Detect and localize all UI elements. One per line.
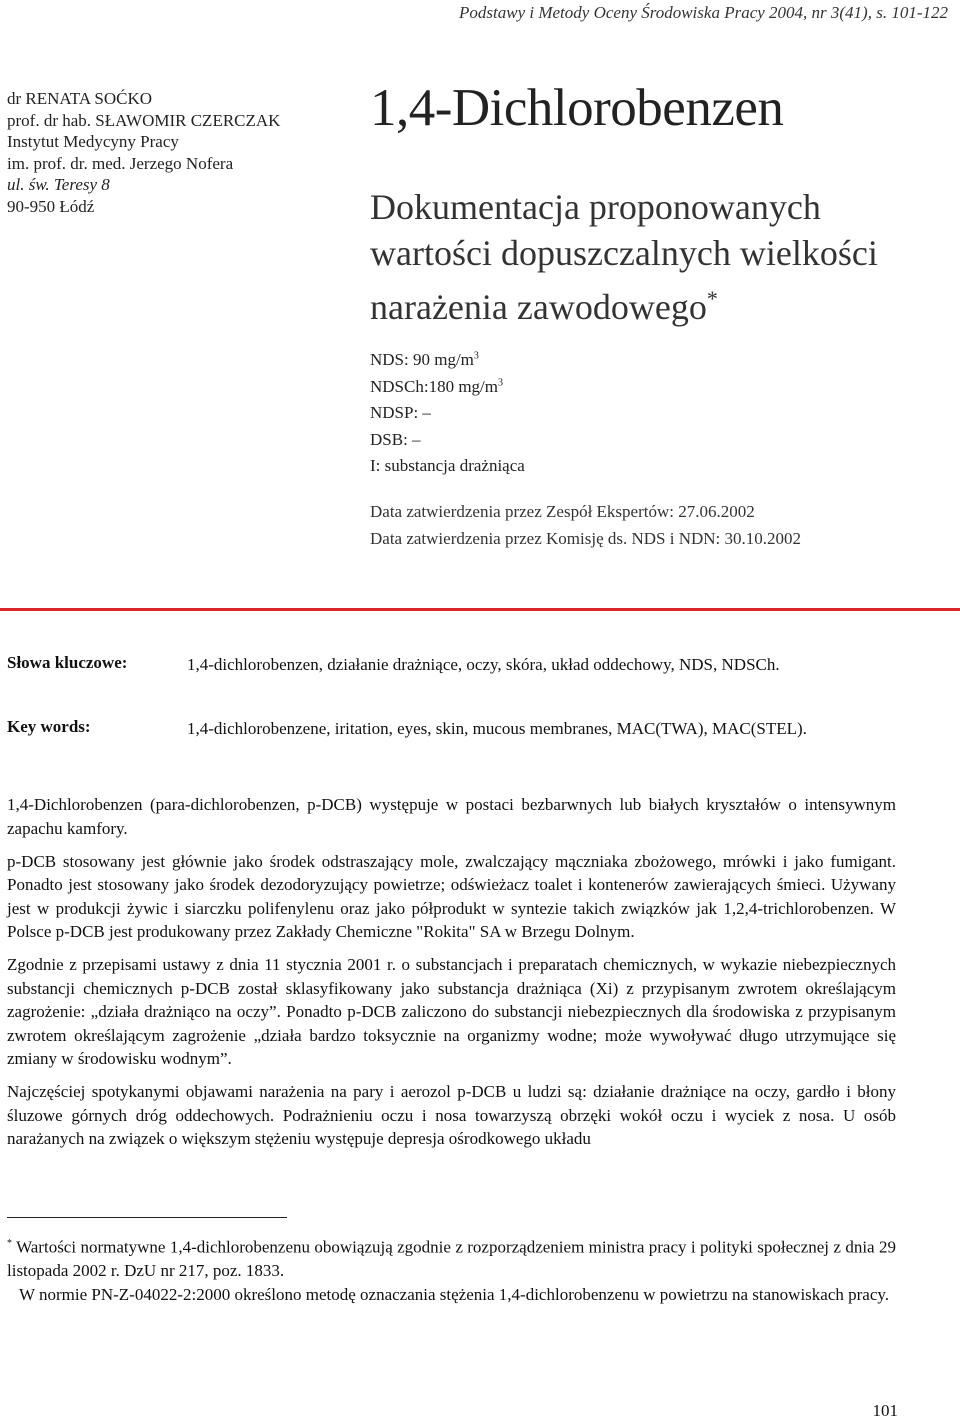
footnote-marker: * <box>706 286 718 311</box>
paragraph: p-DCB stosowany jest głównie jako środek odstraszający mole, zwalczający mączniaka zbożowego, mrówki i jako fumigant. Ponadto jest stosowany jako środek dezodoryzujący powietrze; odświeżacz toalet i kontenerów zawierających śmieci. Używany jest w produkcji żywic i siarczku polifenylenu oraz jako półprodukt w syntezie takich związków jak 1,2,4-trichlorobenzen. W Polsce p-DCB jest produkowany przez Zakłady Chemiczne "Rokita" SA w Brzegu Dolnym. <box>7 851 896 941</box>
author-block <box>7 88 337 217</box>
limit-ndsp: NDSP: – <box>370 403 431 422</box>
paragraph: Najczęściej spotykanymi objawami narażenia na pary i aerozol p-DCB u ludzi są: działanie drażniące na oczy, gardło i błony śluzowe górnych dróg oddechowych. Podrażnieniu oczu i nosa towarzyszą obrzęki wokół oczu i wyciek z nosa. U osób narażanych na związek o większym stężeniu występuje depresja ośrodkowego układu <box>7 1082 896 1148</box>
section-divider <box>0 608 960 611</box>
subtitle-line <box>370 276 930 330</box>
body-text <box>7 793 896 1160</box>
author-line: 90-950 Łódź <box>7 196 95 216</box>
date-experts: Data zatwierdzenia przez Zespół Ekspertów: 27.06.2002 <box>370 502 755 521</box>
limit-ndsch: NDSCh:180 $mg/m^3$ <box>370 376 503 396</box>
page-number: 101 <box>872 1401 898 1420</box>
exposure-limits <box>370 347 525 480</box>
approval-dates <box>370 499 801 552</box>
author-line: dr RENATA SOĆKO <box>7 89 153 108</box>
footnote-text: * Wartości normatywne 1,4-dichlorobenzenu obowiązują zgodnie z rozporządzeniem ministra pracy i polityki społecznej z dnia 29 listopada 2002 r. DzU nr 217, poz. 1833. <box>7 1237 896 1281</box>
footnote-text: W normie PN-Z-04022-2:2000 określono metodę oznaczania stężenia 1,4-dichlorobenzenu w powietrzu na stanowiskach pracy. <box>19 1284 890 1304</box>
subtitle-text: narażenia zawodowego <box>370 287 707 327</box>
document-title: 1,4-Dichlorobenzen <box>370 79 784 137</box>
document-subtitle <box>370 184 930 330</box>
footnote-separator <box>7 1217 287 1218</box>
keywords-en-text: 1,4-dichlorobenzene, iritation, eyes, skin, mucous membranes, MAC(TWA), MAC(STEL). <box>187 719 807 738</box>
keywords-en-label: Key words: <box>7 717 91 736</box>
paragraph: 1,4-Dichlorobenzen (para-dichlorobenzen, p-DCB) występuje w postaci bezbarwnych lub białych kryształów o intensywnym zapachu kamfory. <box>7 795 896 838</box>
footnote <box>7 1232 896 1306</box>
keywords-pl-text: 1,4-dichlorobenzen, działanie drażniące, oczy, skóra, układ oddechowy, NDS, NDSCh. <box>187 655 780 674</box>
author-line: im. prof. dr. med. Jerzego Nofera <box>7 153 234 173</box>
limit-nds: NDS: 90 $mg/m^3$ <box>370 350 479 369</box>
keywords-pl-label: Słowa kluczowe: <box>7 653 128 672</box>
author-line: prof. dr hab. SŁAWOMIR CZERCZAK <box>7 110 281 130</box>
paragraph: Zgodnie z przepisami ustawy z dnia 11 stycznia 2001 r. o substancjach i preparatach chemicznych, w wykazie niebezpiecznych substancji chemicznych p-DCB został sklasyfikowany jako substancja drażniąca (Xi) z przypisanym zwrotem określającym zagrożenie: „działa drażniąco na oczy”. Ponadto p-DCB zaliczono do substancji niebezpiecznych dla środowiska z przypisanym zwrotem określającym zagrożenie „działa bardzo toksycznie na organizmy wodne; może wywoływać długo utrzymujące się zmiany w środowisku wodnym”. <box>7 955 896 1068</box>
author-line: ul. św. Teresy 8 <box>7 175 110 194</box>
limit-i: I: substancja drażniąca <box>370 456 525 475</box>
subtitle-line: wartości dopuszczalnych wielkości <box>370 233 878 273</box>
journal-header: Podstawy i Metody Oceny Środowiska Pracy 2004, nr 3(41), s. 101-122 <box>459 3 948 22</box>
date-commission: Data zatwierdzenia przez Komisję ds. NDS i NDN: 30.10.2002 <box>370 528 802 548</box>
author-line: Instytut Medycyny Pracy <box>7 132 179 151</box>
footnote-mark: * <box>7 1238 12 1249</box>
subtitle-line: Dokumentacja proponowanych <box>370 187 821 227</box>
limit-dsb: DSB: – <box>370 429 421 449</box>
